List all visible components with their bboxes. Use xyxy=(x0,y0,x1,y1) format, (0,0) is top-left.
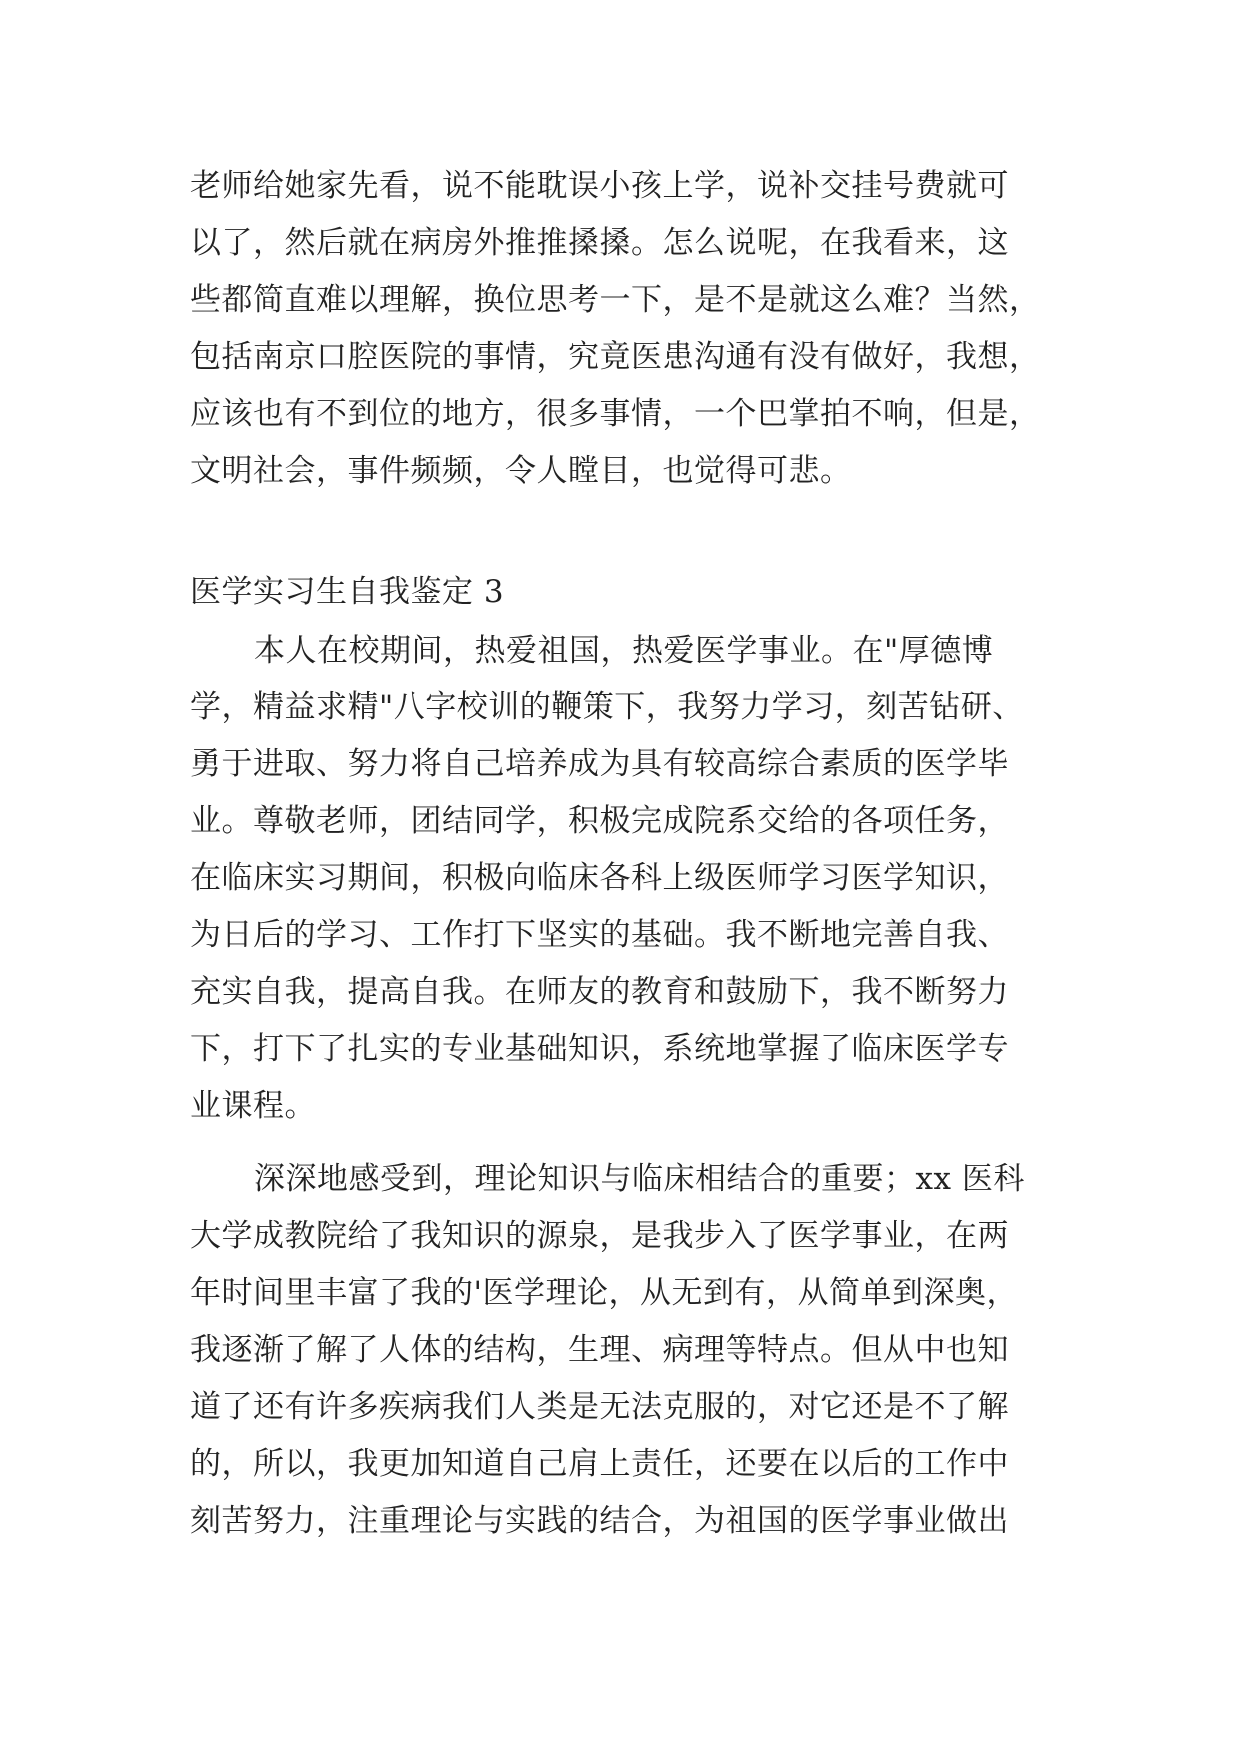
paragraph-line: 业课程。 xyxy=(190,1088,316,1124)
paragraph-line: 为日后的学习、工作打下坚实的基础。我不断地完善自我、 xyxy=(190,917,1009,953)
paragraph-line: 应该也有不到位的地方，很多事情，一个巴掌拍不响，但是， xyxy=(190,396,1041,432)
paragraph-line: 的，所以，我更加知道自己肩上责任，还要在以后的工作中 xyxy=(190,1446,1009,1482)
paragraph-line: 刻苦努力，注重理论与实践的结合，为祖国的医学事业做出 xyxy=(190,1503,1009,1539)
paragraph-line: 大学成教院给了我知识的源泉，是我步入了医学事业，在两 xyxy=(190,1218,1009,1254)
paragraph-line: 些都简直难以理解，换位思考一下，是不是就这么难？当然， xyxy=(190,282,1041,318)
paragraph-line: 学，精益求精"八字校训的鞭策下，我努力学习，刻苦钻研、 xyxy=(190,689,1024,725)
paragraph-line: 在临床实习期间，积极向临床各科上级医师学习医学知识， xyxy=(190,860,1009,896)
paragraph-line: 老师给她家先看，说不能耽误小孩上学，说补交挂号费就可 xyxy=(190,168,1009,204)
paragraph-line: 我逐渐了解了人体的结构，生理、病理等特点。但从中也知 xyxy=(190,1332,1009,1368)
paragraph-line: 深深地感受到，理论知识与临床相结合的重要；xx 医科 xyxy=(254,1161,1025,1197)
paragraph-line: 年时间里丰富了我的'医学理论，从无到有，从简单到深奥， xyxy=(190,1275,1019,1311)
paragraph-line: 业。尊敬老师，团结同学，积极完成院系交给的各项任务， xyxy=(190,803,1009,839)
paragraph-line: 以了，然后就在病房外推推搡搡。怎么说呢，在我看来，这 xyxy=(190,225,1009,261)
paragraph-line: 充实自我，提高自我。在师友的教育和鼓励下，我不断努力 xyxy=(190,974,1009,1010)
paragraph-line: 本人在校期间，热爱祖国，热爱医学事业。在"厚德博 xyxy=(254,633,994,669)
paragraph-line: 文明社会，事件频频，令人瞠目，也觉得可悲。 xyxy=(190,453,852,489)
section-heading: 医学实习生自我鉴定 3 xyxy=(190,574,505,610)
paragraph-line: 道了还有许多疾病我们人类是无法克服的，对它还是不了解 xyxy=(190,1389,1009,1425)
paragraph-line: 包括南京口腔医院的事情，究竟医患沟通有没有做好，我想， xyxy=(190,339,1041,375)
paragraph-line: 下，打下了扎实的专业基础知识，系统地掌握了临床医学专 xyxy=(190,1031,1009,1067)
paragraph-line: 勇于进取、努力将自己培养成为具有较高综合素质的医学毕 xyxy=(190,746,1009,782)
